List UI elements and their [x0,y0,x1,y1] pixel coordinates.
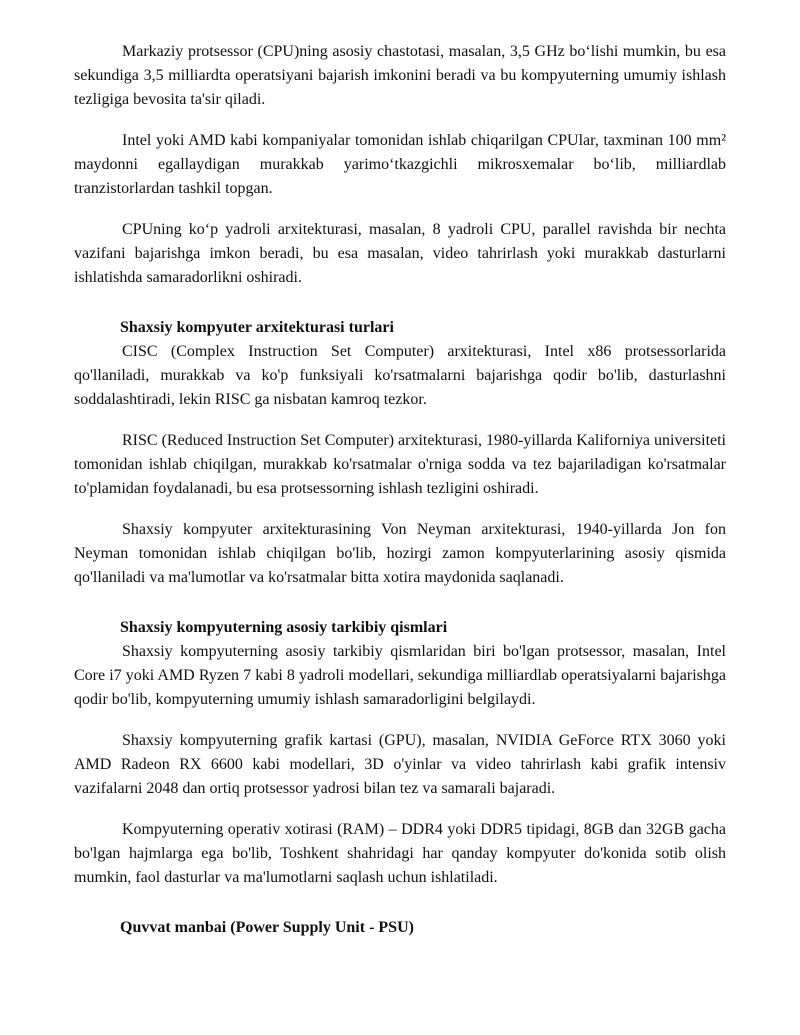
section-heading-components: Shaxsiy kompyuterning asosiy tarkibiy qismlari [120,619,448,636]
paragraph-cpu-manufacturers: Intel yoki AMD kabi kompaniyalar tomonidan ishlab chiqarilgan CPUlar, taxminan 100 mm² maydonni egallaydigan murakkab yarimo‘tkazgichli mikrosxemalar bo‘lib, milliardlab tranzistorlardan tashkil topgan. [74,132,726,197]
document-page [74,40,726,940]
section-heading-psu: Quvvat manbai (Power Supply Unit - PSU) [120,919,414,936]
section-heading-architecture-types: Shaxsiy kompyuter arxitekturasi turlari [120,319,394,336]
paragraph-gpu: Shaxsiy kompyuterning grafik kartasi (GPU), masalan, NVIDIA GeForce RTX 3060 yoki AMD Radeon RX 6600 kabi modellari, 3D o'yinlar va video tahrirlash kabi grafik intensiv vazifalarni 2048 dan ortiq protsessor yadrosi bilan tez va samarali bajaradi. [74,732,726,797]
paragraph-processor: Shaxsiy kompyuterning asosiy tarkibiy qismlaridan biri bo'lgan protsessor, masalan, Intel Core i7 yoki AMD Ryzen 7 kabi 8 yadroli modellari, sekundiga milliardlab operatsiyalarni bajarishga qodir bo'lib, kompyuterning umumiy ishlash samaradorligini belgilaydi. [74,643,726,708]
paragraph-ram: Kompyuterning operativ xotirasi (RAM) – DDR4 yoki DDR5 tipidagi, 8GB dan 32GB gacha bo'lgan hajmlarga ega bo'lib, Toshkent shahridagi har qanday kompyuter do'konida sotib olish mumkin, faol dasturlar va ma'lumotlarni saqlash uchun ishlatiladi. [74,821,726,886]
paragraph-von-neumann: Shaxsiy kompyuter arxitekturasining Von Neyman arxitekturasi, 1940-yillarda Jon fon Neyman tomonidan ishlab chiqilgan bo'lib, hozirgi zamon kompyuterlarining asosiy qismida qo'llaniladi va ma'lumotlar va ko'rsatmalar bitta xotira maydonida saqlanadi. [74,521,726,586]
paragraph-multicore: CPUning ko‘p yadroli arxitekturasi, masalan, 8 yadroli CPU, parallel ravishda bir nechta vazifani bajarishga imkon beradi, bu esa masalan, video tahrirlash yoki murakkab dasturlarni ishlatishda samaradorlikni oshiradi. [74,221,726,286]
paragraph-cpu-frequency: Markaziy protsessor (CPU)ning asosiy chastotasi, masalan, 3,5 GHz bo‘lishi mumkin, bu esa sekundiga 3,5 milliardta operatsiyani bajarish imkonini beradi va bu kompyuterning umumiy ishlash tezligiga bevosita ta'sir qiladi. [74,43,726,108]
paragraph-risc: RISC (Reduced Instruction Set Computer) arxitekturasi, 1980-yillarda Kaliforniya universiteti tomonidan ishlab chiqilgan, murakkab ko'rsatmalar o'rniga sodda va tez bajariladigan ko'rsatmalar to'plamidan foydalanadi, bu esa protsessorning ishlash tezligini oshiradi. [74,432,726,497]
paragraph-cisc: CISC (Complex Instruction Set Computer) arxitekturasi, Intel x86 protsessorlarida qo'llaniladi, murakkab va ko'p funksiyali ko'rsatmalarni bajarishga qodir bo'lib, dasturlashni soddalashtiradi, lekin RISC ga nisbatan kamroq tezkor. [74,343,726,408]
